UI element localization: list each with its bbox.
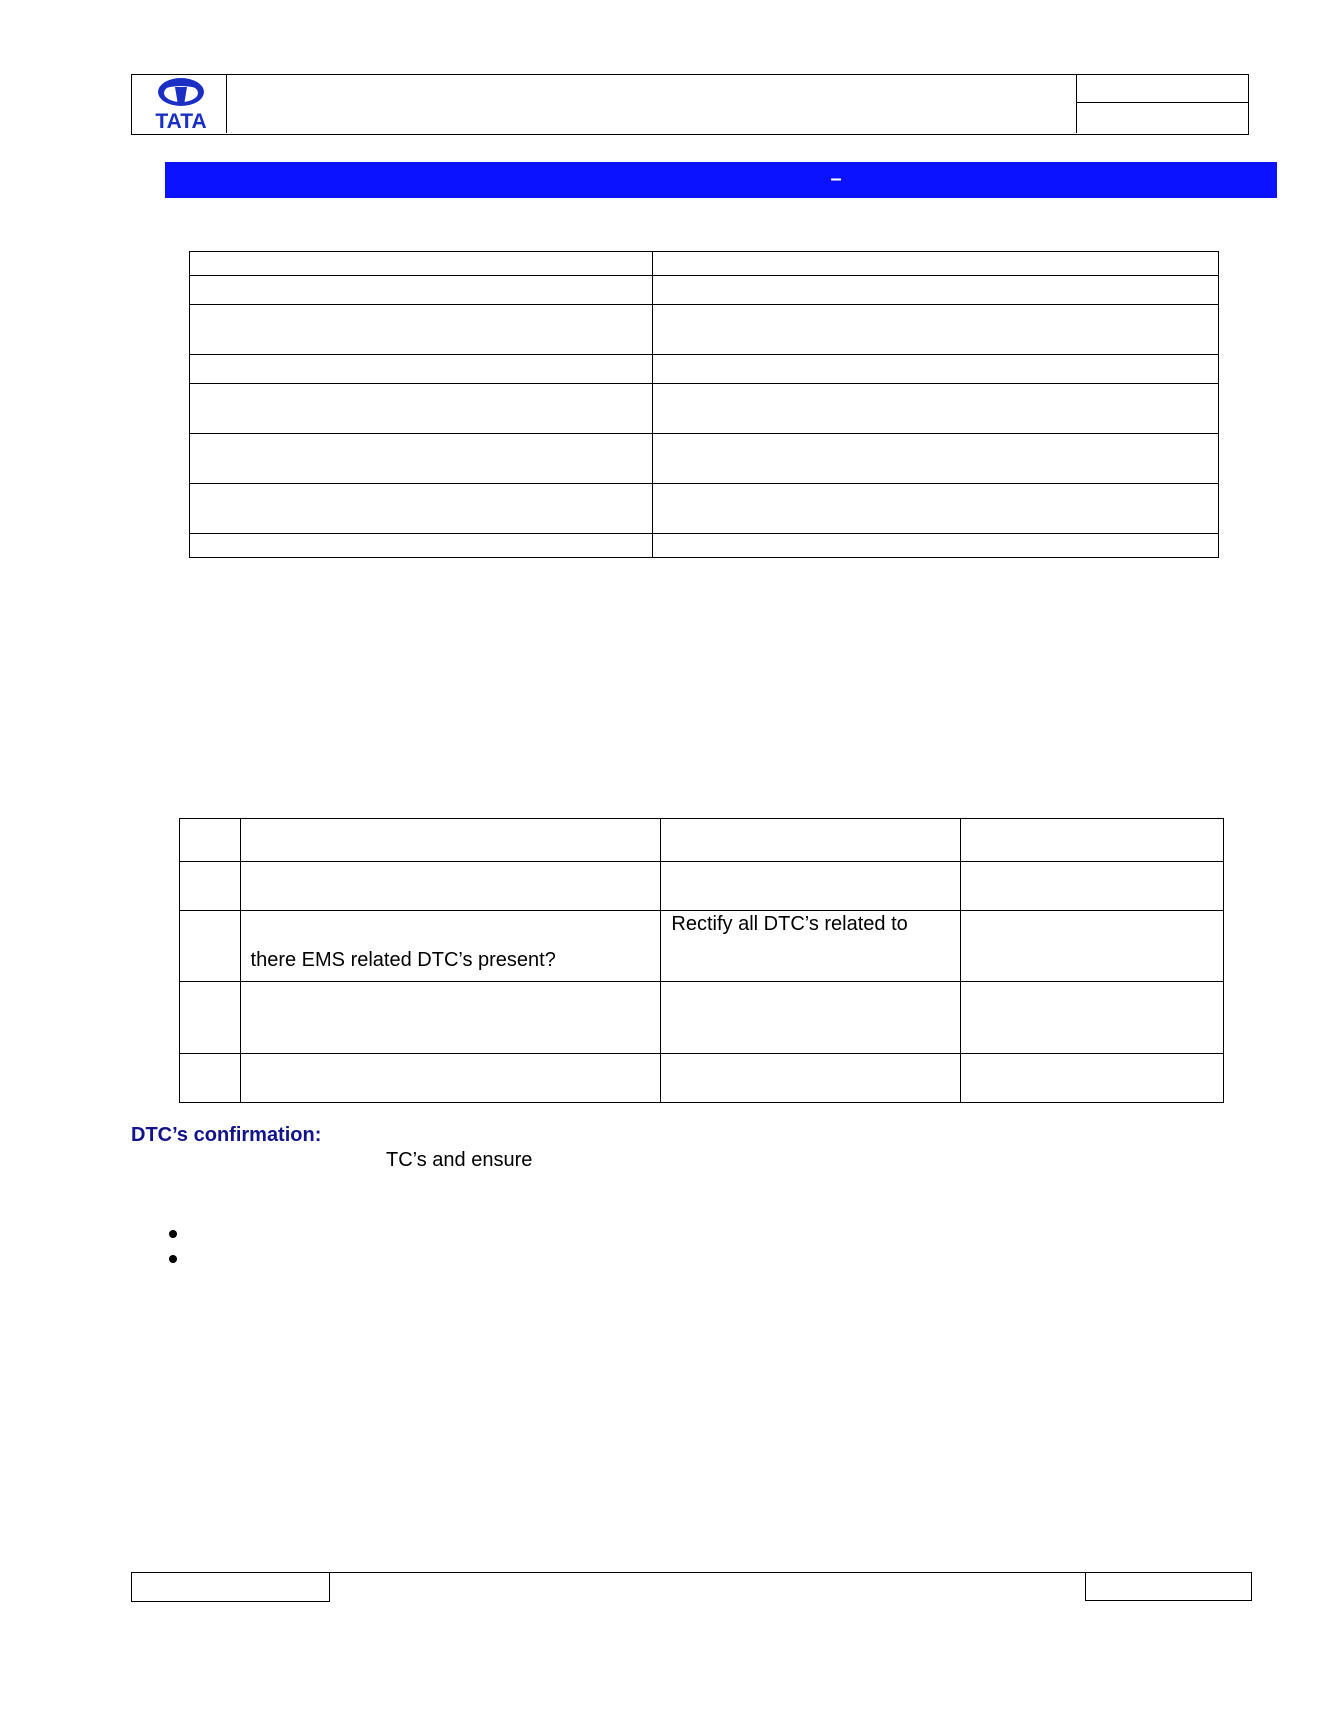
step-result-cell [961,911,1224,982]
table-cell [653,434,1219,484]
step-number-cell [180,862,241,911]
table-row [190,252,1219,276]
step-action-cell [661,982,961,1054]
table-row [180,862,1224,911]
step-question-cell [240,982,661,1054]
table-cell [190,434,653,484]
header-meta [1076,75,1248,133]
table-cell [190,484,653,534]
logo-cell [132,75,227,133]
table-row [190,355,1219,384]
table-row [190,534,1219,558]
header-title [227,75,1080,133]
table-row [190,305,1219,355]
page-header [131,74,1249,135]
footer-right-box [1085,1572,1252,1601]
step-question-cell [240,819,661,862]
step-number-cell [180,911,241,982]
step-question-cell [240,862,661,911]
table-row [190,384,1219,434]
table-row [190,276,1219,305]
dtc-confirmation-heading: DTC’s confirmation: [131,1124,322,1146]
table-cell [653,252,1219,276]
step-question-cell [240,1054,661,1103]
header-meta-top [1077,75,1249,102]
list-bullet [169,1255,177,1263]
step-result-cell [961,1054,1224,1103]
step-action-cell [661,819,961,862]
table-cell [653,484,1219,534]
step-action-cell [661,862,961,911]
diagnostic-steps-table [179,818,1224,1103]
footer-rule [330,1572,1086,1573]
step-action-cell: Rectify all DTC’s related to [661,911,961,982]
table-row [180,1054,1224,1103]
section-title-bar [165,162,1277,198]
table-cell [190,252,653,276]
list-bullet [169,1230,177,1238]
step-result-cell [961,982,1224,1054]
table-cell [190,384,653,434]
table-cell [653,355,1219,384]
step-number-cell [180,819,241,862]
step-result-cell [961,862,1224,911]
table-cell [190,305,653,355]
table-cell [653,534,1219,558]
step-number-cell [180,1054,241,1103]
step-number-cell [180,982,241,1054]
table-row [180,911,1224,982]
table-row [190,484,1219,534]
table-cell [190,276,653,305]
details-table [189,251,1219,558]
step-action-cell [661,1054,961,1103]
dtc-confirmation-text: TC’s and ensure [386,1149,533,1171]
tata-logo-icon [132,75,227,133]
footer-left-box [131,1572,330,1602]
table-cell [653,384,1219,434]
table-cell [190,355,653,384]
table-cell [653,276,1219,305]
table-cell [190,534,653,558]
header-meta-bottom [1077,103,1249,133]
svg-text:TATA: TATA [155,110,207,133]
table-row [190,434,1219,484]
table-row [180,982,1224,1054]
table-row [180,819,1224,862]
step-question-cell: there EMS related DTC’s present? [240,911,661,982]
section-title-dash: – [830,168,842,190]
table-cell [653,305,1219,355]
step-result-cell [961,819,1224,862]
